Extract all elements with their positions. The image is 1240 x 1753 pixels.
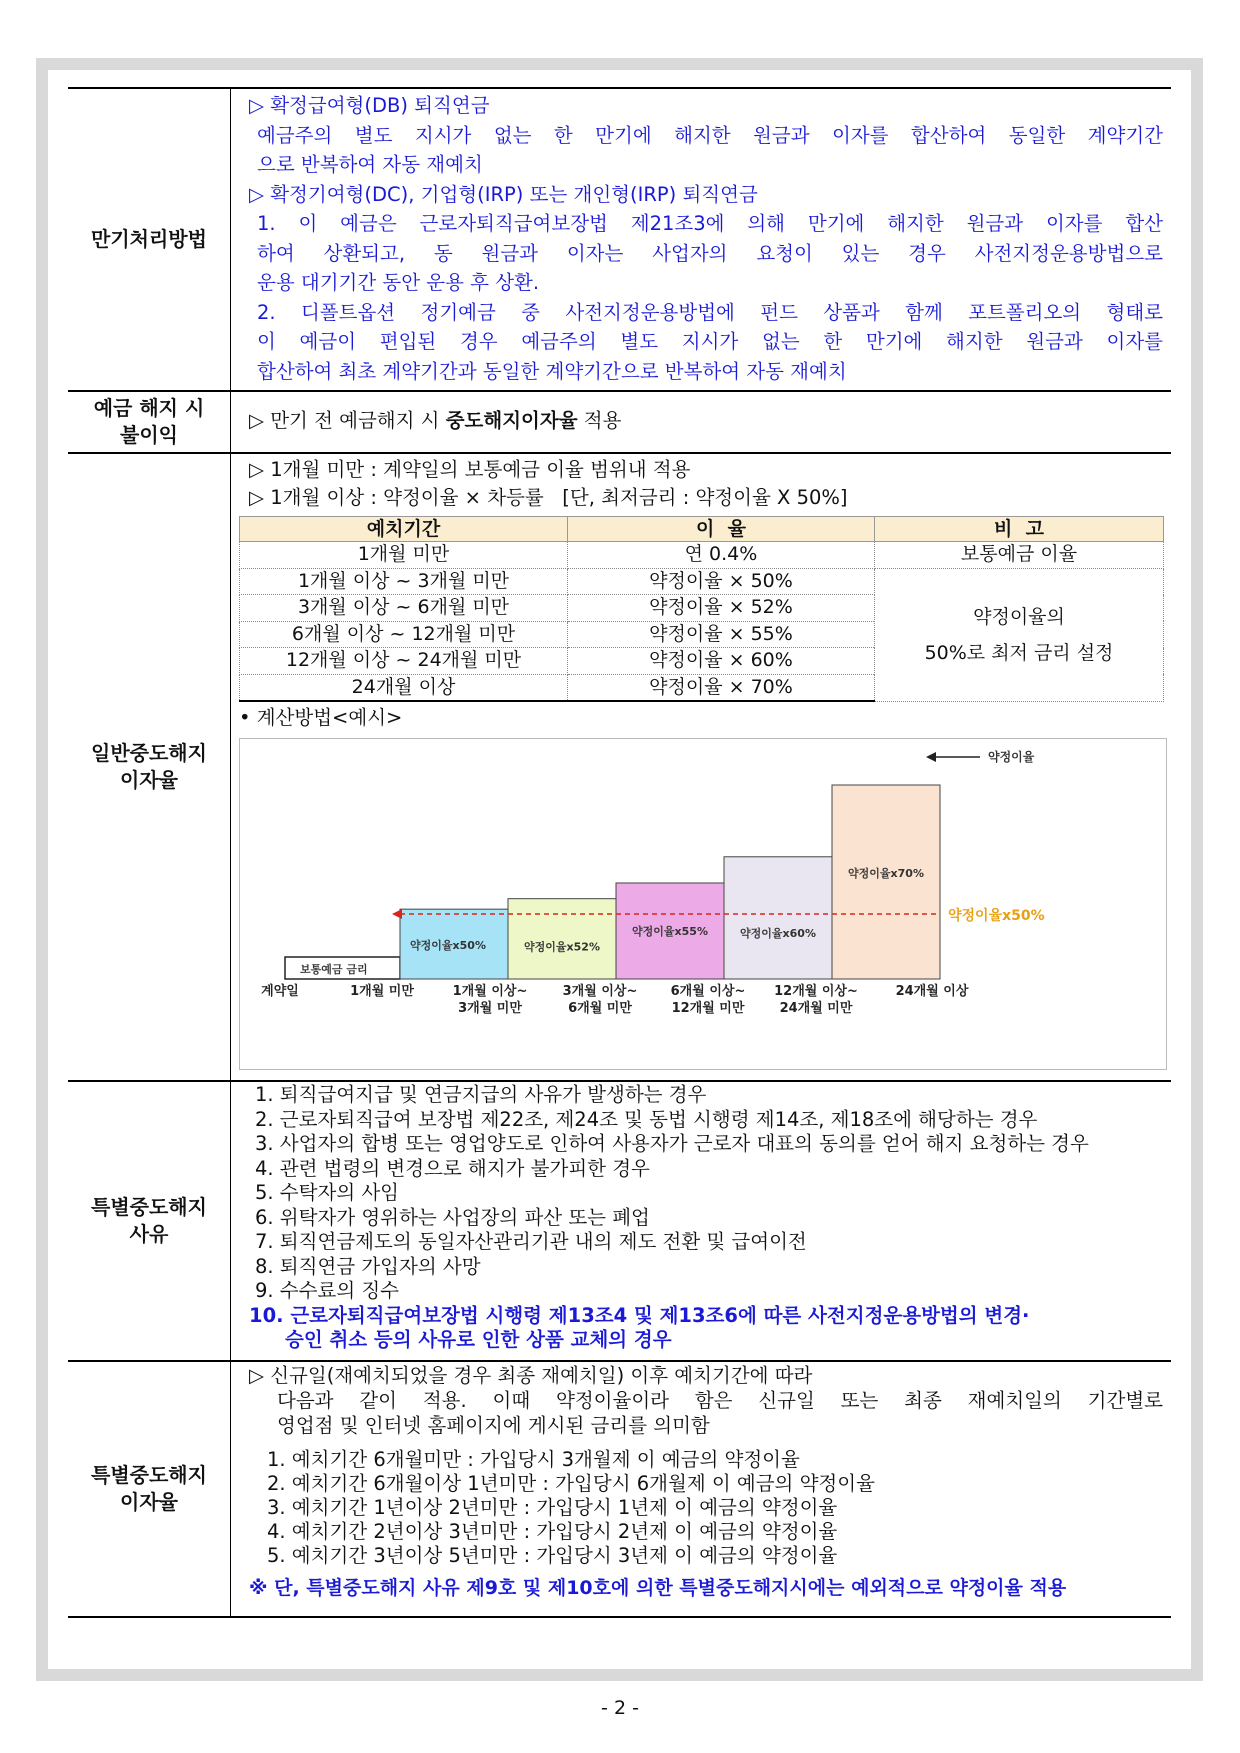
- step-diagram-svg: [240, 739, 1166, 1069]
- special-rate-list: [249, 1448, 1163, 1568]
- product-terms-table: [68, 87, 1171, 1618]
- row-penalty: [68, 391, 1171, 453]
- period-cell: 3개월 이상 ~ 6개월 미만: [240, 595, 568, 622]
- rate-cell: 연 0.4%: [568, 542, 875, 569]
- period-cell: 1개월 이상 ~ 3개월 미만: [240, 568, 568, 595]
- header-note: 비 고: [875, 517, 1164, 542]
- content-special-reasons: [231, 1081, 1172, 1361]
- rate-cell: 약정이율 × 70%: [568, 674, 875, 701]
- calc-method-title: • 계산방법<예시>: [239, 706, 403, 729]
- note-line-1: 약정이율의: [973, 605, 1065, 628]
- x-axis-label: 계약일: [261, 984, 299, 999]
- label-early-line-1: 일반중도해지: [91, 741, 207, 765]
- x-axis-label: 6개월 이상~: [670, 984, 746, 999]
- x-axis-label: 3개월 이상~: [562, 984, 638, 999]
- rate-cell: 약정이율 × 52%: [568, 595, 875, 622]
- label-early-line-2: 이자율: [120, 768, 178, 792]
- list-item: 4. 예치기간 2년이상 3년미만 : 가입당시 2년제 이 예금의 약정이율: [267, 1520, 838, 1543]
- dc-item-1-line-1: 1. 이 예금은 근로자퇴직급여보장법 제21조3에 의해 만기에 해지한 원금과 이자를 합산: [257, 212, 1163, 235]
- special-rate-intro-2: 다음과 같이 적용. 이때 약정이율이라 함은 신규일 또는 최종 재예치일의 기간별로: [277, 1389, 1163, 1412]
- row-special-reasons: [68, 1081, 1171, 1361]
- x-axis-label: 24개월 이상: [895, 984, 969, 999]
- content-early-termination: [231, 453, 1172, 1081]
- content-penalty: [231, 391, 1172, 453]
- x-axis-label: 24개월 미만: [779, 1001, 853, 1016]
- penalty-text-bold: 중도해지이자율: [445, 409, 578, 433]
- step-bar: [724, 857, 832, 979]
- list-item: 5. 예치기간 3년이상 5년미만 : 가입당시 3년제 이 예금의 약정이율: [267, 1544, 838, 1567]
- label-penalty: [68, 391, 231, 453]
- period-cell: 1개월 미만: [240, 542, 568, 569]
- label-special-line-2: 사유: [129, 1222, 169, 1246]
- dc-item-2-line-2: 이 예금이 편입된 경우 예금주의 별도 지시가 없는 한 만기에 해지한 원금과 이자를: [257, 330, 1163, 353]
- rate-cell: 약정이율 × 50%: [568, 568, 875, 595]
- special-rate-intro-1: ▷ 신규일(재예치되었을 경우 최종 재예치일) 이후 예치기간에 따라: [249, 1364, 813, 1387]
- special-reason-list: [249, 1083, 1163, 1353]
- db-title: ▷ 확정급여형(DB) 퇴직연금: [249, 94, 490, 117]
- label-special-rate-line-1: 특별중도해지: [91, 1463, 207, 1487]
- dc-item-1-line-2: 하여 상환되고, 동 원금과 이자는 사업자의 요청이 있는 경우 사전지정운용방법으로: [257, 241, 1163, 265]
- rate-table: [239, 516, 1164, 702]
- list-item: 1. 퇴직급여지급 및 연금지급의 사유가 발생하는 경우: [255, 1083, 707, 1106]
- label-special-reasons: [68, 1081, 231, 1361]
- table-row: [240, 568, 1164, 595]
- penalty-text-pre: ▷ 만기 전 예금해지 시: [249, 409, 446, 433]
- document-page: [48, 70, 1191, 1669]
- x-axis-label: 3개월 미만: [458, 1001, 522, 1016]
- content-special-rate: [231, 1361, 1172, 1617]
- step-bar: [508, 899, 616, 979]
- base-rate-label: 보통예금 금리: [300, 963, 368, 976]
- top-arrow-head: [926, 752, 936, 762]
- table-row: [240, 542, 1164, 569]
- list-item: 1. 예치기간 6개월미만 : 가입당시 3개월제 이 예금의 약정이율: [267, 1448, 800, 1471]
- period-cell: 6개월 이상 ~ 12개월 미만: [240, 621, 568, 648]
- label-penalty-line-1: 예금 해지 시: [93, 396, 205, 420]
- min-rate-label: 약정이율x50%: [948, 908, 1045, 924]
- note-line-2: 50%로 최저 금리 설정: [924, 641, 1114, 664]
- row-special-rate: [68, 1361, 1171, 1617]
- header-period: 예치기간: [240, 517, 568, 542]
- dc-title: ▷ 확정기여형(DC), 기업형(IRP) 또는 개인형(IRP) 퇴직연금: [249, 182, 758, 206]
- x-axis-label: 6개월 미만: [568, 1001, 632, 1016]
- db-text-line-1: 예금주의 별도 지시가 없는 한 만기에 해지한 원금과 이자를 합산하여 동일한 계약기간: [257, 123, 1163, 147]
- list-item-10-line-2: 승인 취소 등의 사유로 인한 상품 교체의 경우: [285, 1328, 672, 1351]
- step-label: 약정이율x55%: [632, 924, 708, 938]
- content-maturity: [231, 88, 1172, 391]
- note-cell: 보통예금 이율: [875, 542, 1164, 569]
- list-item: 9. 수수료의 징수: [255, 1279, 400, 1302]
- x-axis-label: 12개월 미만: [671, 1001, 745, 1016]
- label-special-line-1: 특별중도해지: [91, 1195, 207, 1219]
- label-maturity: 만기처리방법: [68, 88, 231, 391]
- step-label: 약정이율x70%: [848, 867, 924, 880]
- header-rate: 이 율: [568, 517, 875, 542]
- list-item: 3. 사업자의 합병 또는 영업양도로 인하여 사용자가 근로자 대표의 동의를 얻어 해지 요청하는 경우: [255, 1132, 1089, 1155]
- special-rate-intro-3: 영업점 및 인터넷 홈페이지에 게시된 금리를 의미함: [277, 1414, 710, 1437]
- list-item: 2. 근로자퇴직급여 보장법 제22조, 제24조 및 동법 시행령 제14조, 제18조에 해당하는 경우: [255, 1107, 1038, 1131]
- list-item: 3. 예치기간 1년이상 2년미만 : 가입당시 1년제 이 예금의 약정이율: [267, 1496, 838, 1519]
- x-axis-label: 1개월 이상~: [452, 984, 528, 999]
- dc-item-2-line-1: 2. 디폴트옵션 정기예금 중 사전지정운용방법에 펀드 상품과 함께 포트폴리오의 형태로: [257, 300, 1163, 324]
- list-item: 8. 퇴직연금 가입자의 사망: [255, 1254, 481, 1278]
- db-text-line-2: 으로 반복하여 자동 재예치: [257, 153, 483, 176]
- early-rule-1: ▷ 1개월 미만 : 계약일의 보통예금 이율 범위내 적용: [249, 458, 691, 481]
- rate-table-header: [240, 517, 1164, 542]
- label-special-rate-line-2: 이자율: [120, 1490, 178, 1514]
- list-item: 6. 위탁자가 영위하는 사업장의 파산 또는 폐업: [255, 1205, 650, 1229]
- penalty-text-post: 적용: [577, 409, 622, 433]
- list-item: 4. 관련 법령의 변경으로 해지가 불가피한 경우: [255, 1156, 650, 1180]
- min-rate-arrow-head: [392, 909, 402, 919]
- rate-step-diagram: [239, 738, 1167, 1070]
- label-special-rate: [68, 1361, 231, 1617]
- note-cell-merged: [875, 568, 1164, 701]
- label-penalty-line-2: 불이익: [120, 423, 178, 447]
- list-item: 7. 퇴직연금제도의 동일자산관리기관 내의 제도 전환 및 급여이전: [255, 1230, 807, 1253]
- row-maturity: [68, 88, 1171, 391]
- dc-item-1-line-3: 운용 대기기간 동안 운용 후 상환.: [257, 271, 540, 294]
- list-item-10-line-1: 10. 근로자퇴직급여보장법 시행령 제13조4 및 제13조6에 따른 사전지정운용방법의 변경·: [249, 1303, 1030, 1327]
- x-axis-label: 12개월 이상~: [774, 984, 858, 999]
- list-item: 5. 수탁자의 사임: [255, 1181, 400, 1204]
- step-bar: [832, 785, 940, 979]
- early-rule-2: ▷ 1개월 이상 : 약정이율 × 차등률 [단, 최저금리 : 약정이율 X 50%]: [249, 486, 848, 509]
- page-number: - 2 -: [601, 1697, 639, 1719]
- x-axis-label: 1개월 미만: [350, 984, 414, 999]
- rate-cell: 약정이율 × 55%: [568, 621, 875, 648]
- dc-item-2-line-3: 합산하여 최초 계약기간과 동일한 계약기간으로 반복하여 자동 재예치: [257, 359, 847, 383]
- label-early-termination: [68, 453, 231, 1081]
- step-label: 약정이율x52%: [524, 940, 600, 954]
- rate-cell: 약정이율 × 60%: [568, 648, 875, 675]
- step-label: 약정이율x50%: [410, 939, 486, 953]
- special-rate-note: ※ 단, 특별중도해지 사유 제9호 및 제10호에 의한 특별중도해지시에는 예외적으로 약정이율 적용: [249, 1577, 1067, 1599]
- step-label: 약정이율x60%: [740, 926, 816, 940]
- period-cell: 12개월 이상 ~ 24개월 미만: [240, 648, 568, 675]
- period-cell: 24개월 이상: [240, 674, 568, 701]
- page-frame: [36, 58, 1203, 1681]
- row-early-termination: [68, 453, 1171, 1081]
- list-item: 2. 예치기간 6개월이상 1년미만 : 가입당시 6개월제 이 예금의 약정이율: [267, 1472, 875, 1495]
- top-rate-label: 약정이율: [988, 750, 1035, 764]
